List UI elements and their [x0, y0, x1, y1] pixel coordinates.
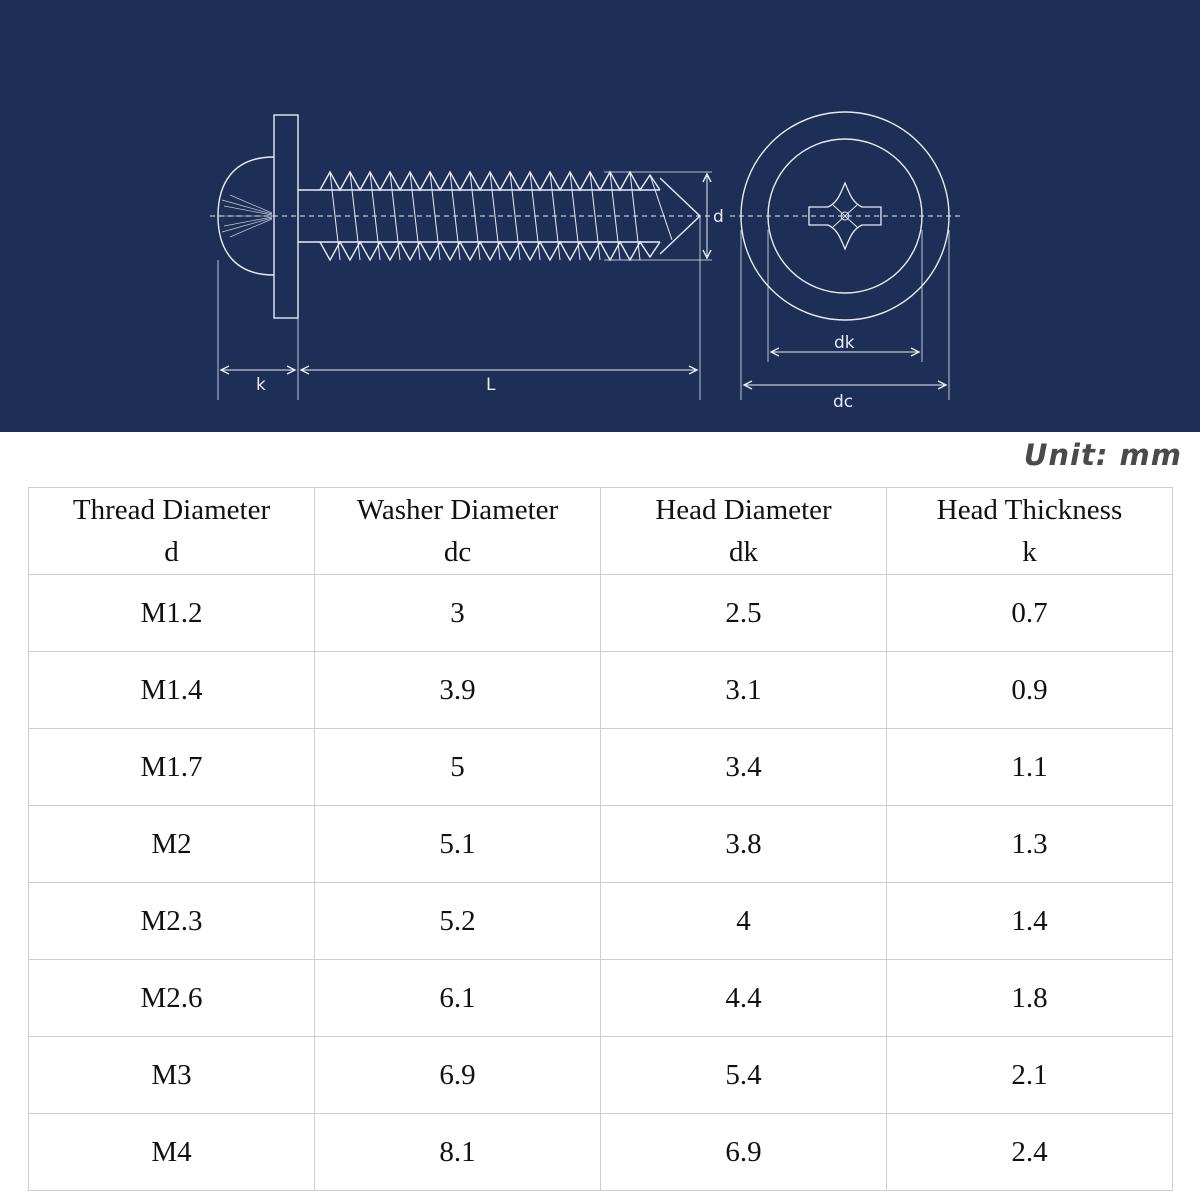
table-cell: 4	[601, 883, 887, 960]
header-name: Head Diameter	[655, 494, 832, 526]
header-head-thickness	[887, 488, 1173, 575]
L-label: L	[486, 375, 496, 395]
d-label: d	[713, 207, 724, 227]
header-symbol: dc	[443, 536, 472, 568]
table-row	[29, 729, 1173, 806]
header-name: Thread Diameter	[72, 494, 271, 526]
table-cell: M1.2	[29, 575, 315, 652]
unit-label: Unit: mm	[1023, 438, 1182, 472]
table-cell: 3	[315, 575, 601, 652]
header-name: Head Thickness	[936, 494, 1123, 526]
table-row	[29, 960, 1173, 1037]
screw-diagram-panel	[0, 0, 1200, 432]
table-row	[29, 575, 1173, 652]
table-cell: 6.1	[315, 960, 601, 1037]
table-cell: 2.5	[601, 575, 887, 652]
table-cell: 1.3	[887, 806, 1173, 883]
table-cell: M2	[29, 806, 315, 883]
table-cell: 1.4	[887, 883, 1173, 960]
table-cell: 3.8	[601, 806, 887, 883]
screw-drawing	[0, 0, 1200, 432]
table-cell: 0.7	[887, 575, 1173, 652]
table-cell: 3.9	[315, 652, 601, 729]
dc-label: dc	[833, 392, 854, 412]
table-cell: M4	[29, 1114, 315, 1191]
table-cell: 4.4	[601, 960, 887, 1037]
dk-label: dk	[834, 333, 855, 353]
table-cell: M1.4	[29, 652, 315, 729]
table-cell: 1.1	[887, 729, 1173, 806]
thread-profile-bottom	[320, 242, 660, 260]
header-symbol: k	[1022, 536, 1037, 568]
table-cell: M1.7	[29, 729, 315, 806]
table-cell: 2.4	[887, 1114, 1173, 1191]
header-thread-diameter	[29, 488, 315, 575]
table-cell: 3.4	[601, 729, 887, 806]
table-cell: M2.6	[29, 960, 315, 1037]
table-cell: 5.2	[315, 883, 601, 960]
table-cell: 0.9	[887, 652, 1173, 729]
table-row	[29, 883, 1173, 960]
table-cell: 6.9	[315, 1037, 601, 1114]
header-symbol: d	[164, 536, 179, 568]
header-washer-diameter	[315, 488, 601, 575]
table-cell: 8.1	[315, 1114, 601, 1191]
header-head-diameter	[601, 488, 887, 575]
k-label: k	[256, 375, 266, 395]
table-cell: 3.1	[601, 652, 887, 729]
table-row	[29, 806, 1173, 883]
table-row	[29, 652, 1173, 729]
dimension-table	[28, 487, 1173, 1191]
table-cell: M2.3	[29, 883, 315, 960]
table-cell: 1.8	[887, 960, 1173, 1037]
table-header-row	[29, 488, 1173, 575]
table-cell: 6.9	[601, 1114, 887, 1191]
table-cell: 5.4	[601, 1037, 887, 1114]
table-row	[29, 1114, 1173, 1191]
table-cell: 2.1	[887, 1037, 1173, 1114]
header-name: Washer Diameter	[356, 494, 559, 526]
table-cell: 5.1	[315, 806, 601, 883]
table-cell: M3	[29, 1037, 315, 1114]
table-row	[29, 1037, 1173, 1114]
header-symbol: dk	[729, 536, 758, 568]
table-cell: 5	[315, 729, 601, 806]
